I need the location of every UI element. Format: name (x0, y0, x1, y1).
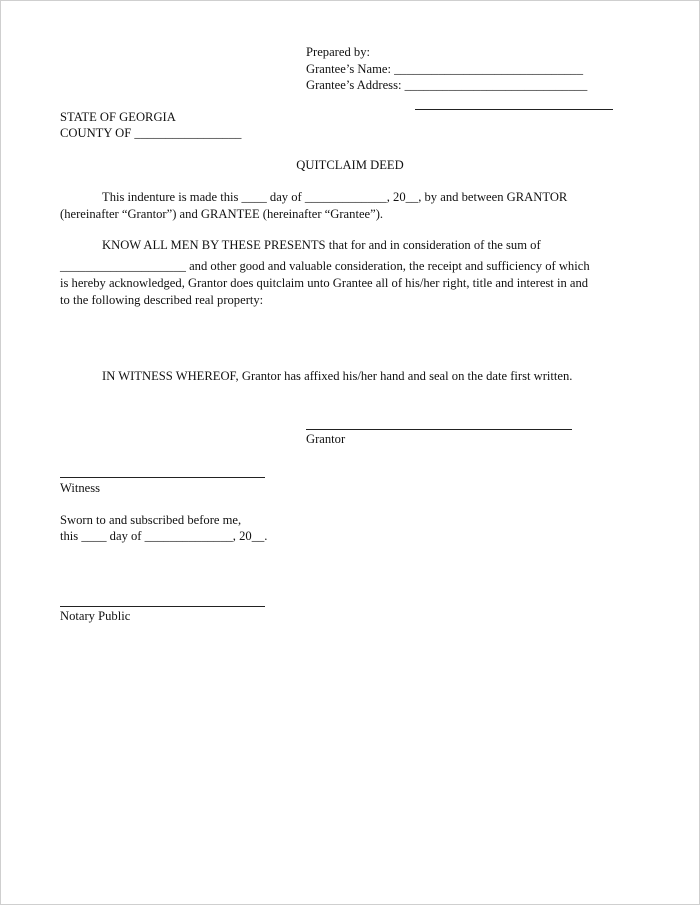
state-line: STATE OF GEORGIA (60, 110, 176, 124)
document-title: QUITCLAIM DEED (296, 158, 404, 172)
grantor-signature-line (306, 429, 572, 430)
county-line: COUNTY OF _________________ (60, 126, 242, 140)
consideration-line-1: KNOW ALL MEN BY THESE PRESENTS that for and in consideration of the sum of (102, 238, 541, 252)
indenture-line-1: This indenture is made this ____ day of _____________, 20__, by and between GRANTOR (102, 190, 568, 204)
grantee-address-line: Grantee’s Address: _____________________________ (306, 78, 588, 92)
consideration-line-2: ____________________ and other good and valuable consideration, the receipt and sufficiency of which (60, 259, 590, 273)
indenture-paragraph (60, 189, 640, 223)
sworn-line-2: this ____ day of ______________, 20__. (60, 529, 268, 543)
notary-label: Notary Public (60, 609, 131, 623)
witness-label: Witness (60, 481, 101, 495)
indenture-line-2: (hereinafter “Grantor”) and GRANTEE (hereinafter “Grantee”). (60, 207, 384, 221)
notary-signature-line (60, 606, 265, 607)
prepared-by-label: Prepared by: (306, 45, 370, 59)
consideration-line-3: is hereby acknowledged, Grantor does quitclaim unto Grantee all of his/her right, title and interest in and (60, 276, 589, 290)
grantee-address-continuation-line (415, 109, 613, 110)
witness-clause: IN WITNESS WHEREOF, Grantor has affixed his/her hand and seal on the date first written. (102, 369, 573, 383)
consideration-paragraph (60, 237, 640, 309)
consideration-line-4: to the following described real property: (60, 293, 264, 307)
grantee-name-line: Grantee’s Name: ______________________________ (306, 62, 584, 76)
sworn-line-1: Sworn to and subscribed before me, (60, 513, 242, 527)
grantor-label: Grantor (306, 432, 346, 446)
witness-signature-line (60, 477, 265, 478)
